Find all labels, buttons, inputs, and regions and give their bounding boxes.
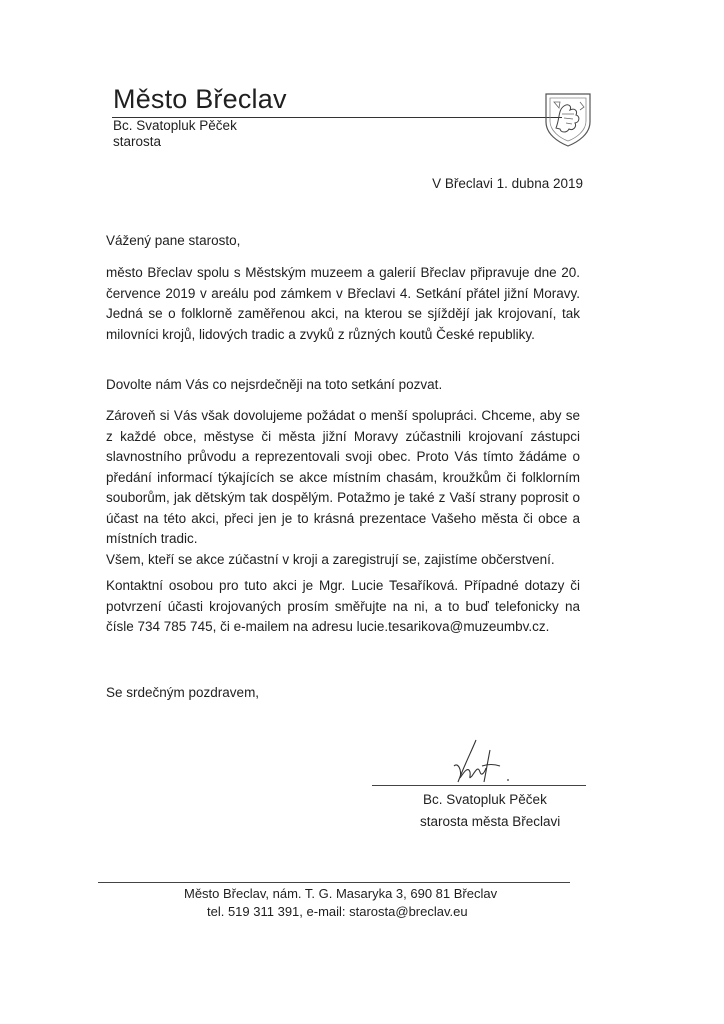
body-paragraph-1: město Břeclav spolu s Městským muzeem a galerií Břeclav připravuje dne 20. července 2019 v areálu pod zámkem v Břeclavi 4. Setkání přátel jižní Moravy. Jedná se o folklorně zaměřenou akci, na kterou se sjíždějí jak krojovaní, tak milovníci krojů, lidových tradic a zvyků z různých koutů České republiky. <box>106 265 580 342</box>
body-paragraph-contact: Kontaktní osobou pro tuto akci je Mgr. Lucie Tesaříková. Případné dotazy či potvrzení účasti krojovaných prosím směřujte na ni, a to buď telefonicky na čísle 734 785 745, či e-mailem na adresu lucie.tesarikova@muzeumbv.cz. <box>106 578 580 634</box>
footer-address: Město Břeclav, nám. T. G. Masaryka 3, 690 81 Břeclav <box>184 886 498 901</box>
sender-role: starosta <box>113 134 162 149</box>
handwritten-signature-icon <box>446 736 526 788</box>
closing-line: Se srdečným pozdravem, <box>106 685 260 700</box>
letter-date: V Břeclavi 1. dubna 2019 <box>432 176 583 191</box>
body-paragraph-3 <box>106 406 580 570</box>
coat-of-arms-icon <box>540 88 596 148</box>
footer-rule <box>98 882 570 883</box>
body-paragraph-2: Dovolte nám Vás co nejsrdečněji na toto setkání pozvat. <box>106 377 443 392</box>
salutation: Vážený pane starosto, <box>106 233 241 248</box>
sender-name: Bc. Svatopluk Pěček <box>113 118 237 133</box>
letterhead-title: Město Břeclav <box>113 84 287 114</box>
body-paragraph-3-note: Všem, kteří se akce zúčastní v kroji a zaregistrují se, zajistíme občerstvení. <box>106 551 555 567</box>
signer-name: Bc. Svatopluk Pěček <box>423 792 547 807</box>
signature-rule <box>372 785 586 786</box>
footer-contact: tel. 519 311 391, e-mail: starosta@breclav.eu <box>207 904 468 919</box>
signer-role: starosta města Břeclavi <box>420 814 561 829</box>
body-paragraph-3-main: Zároveň si Vás však dovolujeme požádat o menší spolupráci. Chceme, aby se z každé obce, městyse či města jižní Moravy zúčastnili krojovaní zástupci slavnostního průvodu a reprezentovali svoji obec. Proto Vás tímto žádáme o předání informací týkajících se akce místním chasám, kroužkům či folklorním souborům, jak dětským tak dospělým. Potažmo je také z Vaší strany poprosit o účast na této akci, přeci jen je to krásná prezentace Vašeho města či obce a místních tradic. <box>106 408 580 546</box>
